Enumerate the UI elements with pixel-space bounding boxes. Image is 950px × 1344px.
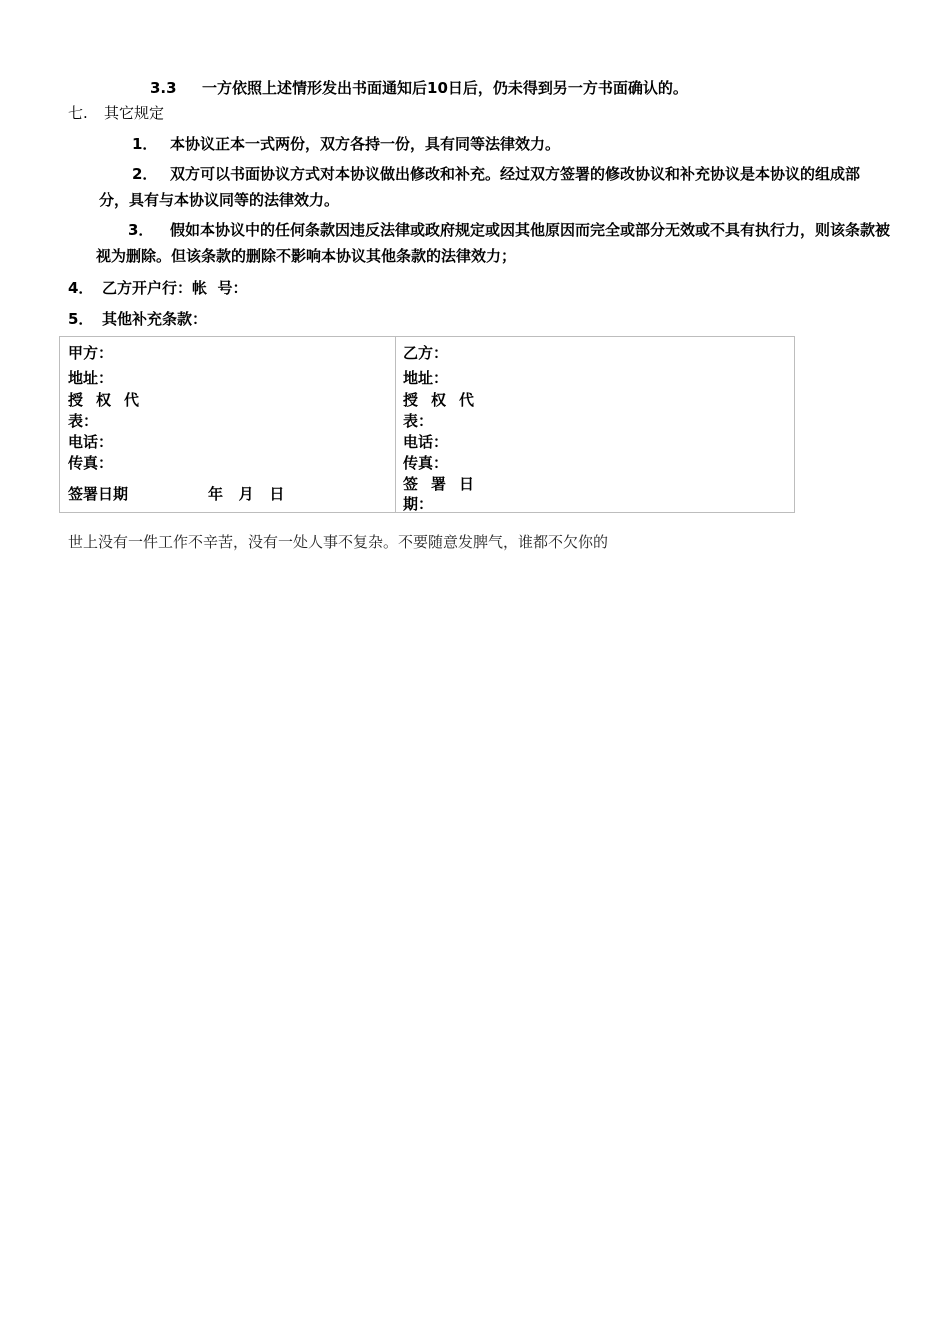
footer-note: 世上没有一件工作不辛苦，没有一处人事不复杂。不要随意发脾气，谁都不欠你的 bbox=[68, 533, 609, 551]
party-b-fax: 传真： bbox=[403, 454, 449, 472]
clause-number: 3.3 bbox=[150, 79, 177, 97]
party-b-date-line2: 期： bbox=[403, 495, 434, 513]
table-divider bbox=[395, 337, 396, 512]
party-b-date-line1: 签署日 bbox=[403, 475, 488, 493]
party-a-address: 地址： bbox=[68, 369, 114, 387]
party-b-address: 地址： bbox=[403, 369, 449, 387]
item-number: 2． bbox=[132, 165, 158, 183]
list-item bbox=[68, 309, 207, 329]
item-number: 1． bbox=[132, 135, 158, 153]
clause-text: 一方依照上述情形发出书面通知后10日后，仍未得到另一方书面确认的。 bbox=[202, 79, 688, 97]
item-number: 5． bbox=[68, 310, 94, 328]
party-b-rep-line1: 授权代 bbox=[403, 391, 488, 409]
party-a-date-label: 签署日期 bbox=[68, 485, 129, 503]
party-b-rep-line2: 表： bbox=[403, 412, 434, 430]
list-item bbox=[68, 278, 247, 298]
item-text: 其他补充条款： bbox=[102, 310, 208, 328]
section-number: 七. bbox=[68, 104, 88, 122]
list-item bbox=[99, 161, 889, 213]
item-number: 3． bbox=[128, 221, 154, 239]
party-a-rep-line2: 表： bbox=[68, 412, 99, 430]
section-title: 其它规定 bbox=[104, 104, 165, 122]
item-text: 本协议正本一式两份，双方各持一份，具有同等法律效力。 bbox=[170, 135, 561, 153]
party-a-fax: 传真： bbox=[68, 454, 114, 472]
party-a-rep-line1: 授权代 bbox=[68, 391, 153, 409]
list-item bbox=[132, 134, 560, 154]
clause-3-3 bbox=[150, 78, 688, 98]
party-b-phone: 电话： bbox=[403, 433, 449, 451]
item-text: 双方可以书面协议方式对本协议做出修改和补充。经过双方签署的修改协议和补充协议是本协议的组成部分，具有与本协议同等的法律效力。 bbox=[99, 165, 861, 209]
party-a-date-fields: 年 月 日 bbox=[208, 485, 285, 503]
section-heading bbox=[68, 103, 164, 123]
item-text: 假如本协议中的任何条款因违反法律或政府规定或因其他原因而完全或部分无效或不具有执行力，则该条款被视为删除。但该条款的删除不影响本协议其他条款的法律效力； bbox=[96, 221, 891, 265]
party-b-label: 乙方： bbox=[403, 344, 449, 362]
signature-table bbox=[59, 336, 795, 513]
item-text: 乙方开户行：帐 号： bbox=[102, 279, 248, 297]
list-item bbox=[96, 217, 891, 269]
party-a-phone: 电话： bbox=[68, 433, 114, 451]
party-a-label: 甲方： bbox=[68, 344, 114, 362]
item-number: 4． bbox=[68, 279, 94, 297]
